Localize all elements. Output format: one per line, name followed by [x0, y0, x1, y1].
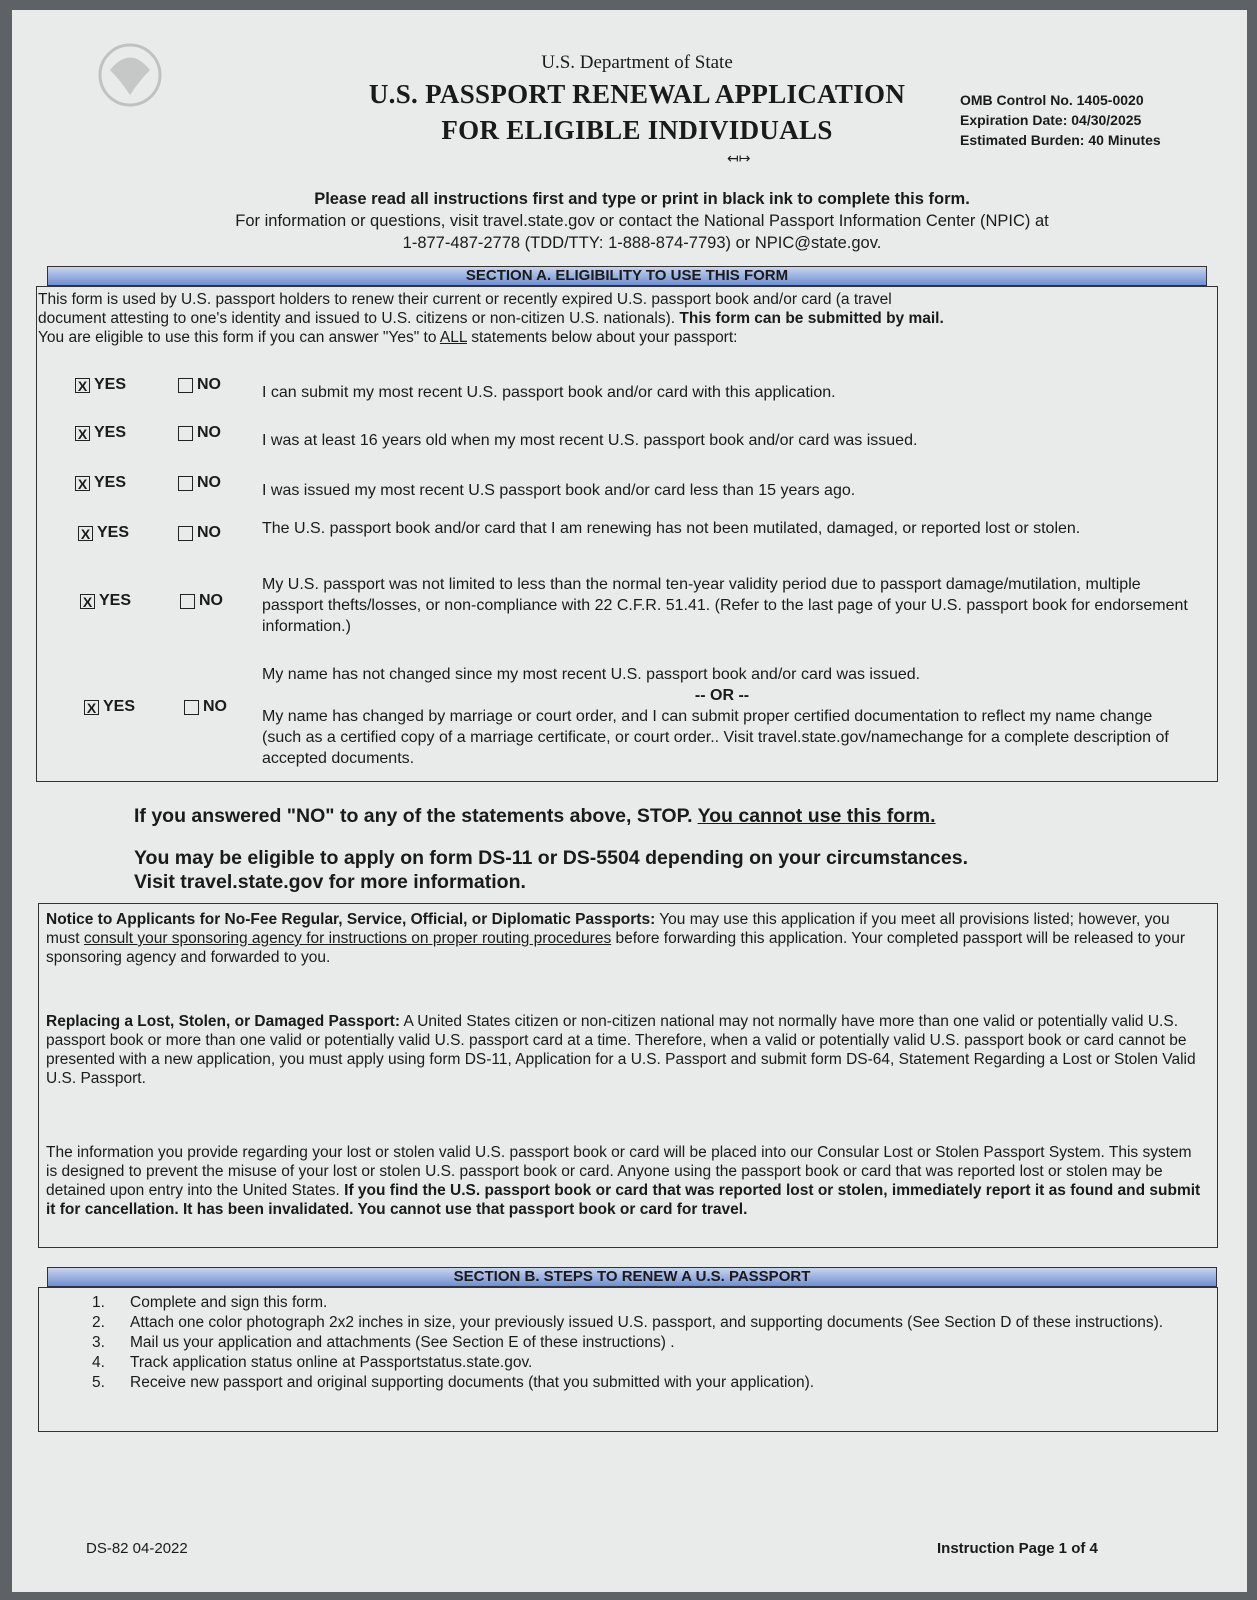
expiration-date: Expiration Date: 04/30/2025: [960, 112, 1142, 128]
intro-line3-all: ALL: [439, 329, 467, 346]
yes-checkbox[interactable]: X: [75, 426, 90, 441]
form-number: DS-82 04-2022: [86, 1540, 188, 1557]
intro-line1: Please read all instructions first and type or print in black ink to complete this form.: [314, 190, 970, 208]
step-number: 2.: [92, 1314, 105, 1331]
lost-text: A United States citizen or non-citizen national may not normally have more than one valid or potentially valid U.S. passport book or more than one valid or potentially valid U.S. passport card at a time. Therefore, when a valid or potentially valid U.S. passport book or card cannot be presented with a new application, you must apply using form DS-11, Application for a U.S. Passport and submit form DS-64, Statement Regarding a Lost or Stolen Valid U.S. Passport.: [46, 1013, 1196, 1087]
instructions-intro: [112, 188, 1172, 254]
nofee-notice: [46, 910, 1206, 967]
stop-text: If you answered "NO" to any of the statements above, STOP.: [134, 805, 698, 827]
yes-option[interactable]: [75, 376, 126, 394]
section-b-title: SECTION B. STEPS TO RENEW A U.S. PASSPORT: [47, 1267, 1217, 1287]
yes-label: YES: [97, 524, 130, 541]
yes-checkbox[interactable]: X: [75, 378, 90, 393]
nofee-heading: Notice to Applicants for No-Fee Regular, Service, Official, or Diplomatic Passports:: [46, 911, 656, 928]
no-option[interactable]: [178, 524, 221, 542]
yes-checkbox[interactable]: X: [78, 526, 93, 541]
no-checkbox[interactable]: [178, 476, 193, 491]
no-option[interactable]: [178, 424, 221, 442]
yes-option[interactable]: [78, 524, 129, 542]
step-text: Complete and sign this form.: [130, 1294, 328, 1311]
step-text: Receive new passport and original supporting documents (that you submitted with your application).: [130, 1374, 815, 1391]
no-label: NO: [203, 698, 227, 715]
section-a-intro: [38, 290, 1218, 347]
statement-text: I was issued my most recent U.S passport book and/or card less than 15 years ago.: [262, 482, 856, 499]
section-a-intro-line2: [38, 309, 1218, 328]
name-changed-text: My name has changed by marriage or court order, and I can submit proper certified documentation to reflect my name change (such as a certified copy of a marriage certificate, or court order.. Visit travel.state.gov/namechange for a complete description of accepted documents.: [262, 708, 1169, 767]
step-item: [92, 1373, 1170, 1393]
stop-notice-line3: Visit travel.state.gov for more information.: [134, 871, 526, 893]
intro-line3: 1-877-487-2778 (TDD/TTY: 1-888-874-7793) or NPIC@state.gov.: [402, 234, 882, 252]
section-a-title: SECTION A. ELIGIBILITY TO USE THIS FORM: [47, 266, 1207, 286]
yes-option[interactable]: [75, 474, 126, 492]
omb-info: [960, 90, 1161, 150]
stop-notice-line2: You may be eligible to apply on form DS-11 or DS-5504 depending on your circumstances.: [134, 847, 968, 869]
step-item: [92, 1353, 1170, 1373]
no-label: NO: [197, 474, 221, 491]
yes-option[interactable]: [80, 592, 131, 610]
no-label: NO: [199, 592, 223, 609]
info-bold-text: If you find the U.S. passport book or card that was reported lost or stolen, immediately report it as found and submit it for cancellation. It has been invalidated. You cannot use that passport book or card for travel.: [46, 1182, 1201, 1218]
page-indicator: Instruction Page 1 of 4: [937, 1540, 1098, 1557]
no-option[interactable]: [180, 592, 223, 610]
section-a-intro-line1: This form is used by U.S. passport holders to renew their current or recently expired U.S. passport book and/or card (a travel: [38, 291, 892, 308]
section-a-intro-line3: [38, 328, 1218, 347]
intro-line2-text: document attesting to one's identity and issued to U.S. citizens or non-citizen U.S. nationals).: [38, 310, 680, 327]
no-label: NO: [197, 376, 221, 393]
step-number: 5.: [92, 1374, 105, 1391]
stop-notice-line1: [134, 804, 936, 828]
lost-heading: Replacing a Lost, Stolen, or Damaged Passport:: [46, 1013, 400, 1030]
yes-label: YES: [94, 376, 127, 393]
nofee-text-end: before forwarding this application. Your completed passport will be released to your sponsoring agency and forwarded to you.: [46, 930, 1186, 966]
statement-text: My U.S. passport was not limited to less than the normal ten-year validity period due to passport damage/mutilation, multiple passport thefts/losses, or non-compliance with 22 C.F.R. 51.41. (Refer to the last page of your U.S. passport book for endorsement information.): [262, 576, 1188, 635]
no-option[interactable]: [178, 376, 221, 394]
no-label: NO: [197, 524, 221, 541]
no-checkbox[interactable]: [178, 426, 193, 441]
statement-text: The U.S. passport book and/or card that I am renewing has not been mutilated, damaged, or reported lost or stolen.: [262, 520, 1081, 537]
no-checkbox[interactable]: [180, 594, 195, 609]
step-item: [92, 1333, 1170, 1353]
step-item: [92, 1293, 1170, 1313]
lost-passport-notice: [46, 1012, 1206, 1088]
info-notice: [46, 1143, 1206, 1219]
centering-mark-icon: ↤↦: [727, 150, 751, 166]
yes-checkbox[interactable]: X: [75, 476, 90, 491]
estimated-burden: Estimated Burden: 40 Minutes: [960, 132, 1161, 148]
intro-line3-rest: statements below about your passport:: [466, 329, 738, 346]
yes-label: YES: [94, 474, 127, 491]
or-separator: -- OR --: [694, 687, 750, 704]
step-text: Mail us your application and attachments (See Section E of these instructions) .: [130, 1334, 675, 1351]
yes-label: YES: [99, 592, 132, 609]
no-option[interactable]: [178, 474, 221, 492]
cannot-use-text: You cannot use this form.: [697, 805, 936, 827]
statement-text: I was at least 16 years old when my most recent U.S. passport book and/or card was issued.: [262, 432, 918, 449]
yes-checkbox[interactable]: X: [84, 700, 99, 715]
intro-line2: For information or questions, visit travel.state.gov or contact the National Passport Information Center (NPIC) at: [235, 212, 1049, 230]
yes-option[interactable]: [84, 698, 135, 716]
nofee-text: You may use this application if you meet all provisions listed; however, you must: [46, 911, 1170, 947]
form-title-line1: U.S. PASSPORT RENEWAL APPLICATION: [368, 79, 906, 109]
statement-text: [262, 664, 1182, 769]
renewal-steps-list: [92, 1293, 1170, 1393]
department-name: U.S. Department of State: [541, 52, 733, 73]
no-checkbox[interactable]: [178, 526, 193, 541]
yes-option[interactable]: [75, 424, 126, 442]
step-number: 4.: [92, 1354, 105, 1371]
info-text: The information you provide regarding your lost or stolen valid U.S. passport book or card will be placed into our Consular Lost or Stolen Passport System. This system is designed to prevent the misuse of your lost or stolen U.S. passport book or card. Anyone using the passport book or card that was reported lost or stolen may be detained upon entry into the United States.: [46, 1144, 1192, 1199]
intro-line2-bold: This form can be submitted by mail.: [679, 310, 944, 327]
step-text: Attach one color photograph 2x2 inches in size, your previously issued U.S. passport, and supporting documents (See Section D of these instructions).: [130, 1314, 1164, 1331]
statement-text: I can submit my most recent U.S. passport book and/or card with this application.: [262, 384, 836, 401]
form-page: [12, 10, 1247, 1592]
yes-checkbox[interactable]: X: [80, 594, 95, 609]
step-number: 3.: [92, 1334, 105, 1351]
nofee-underlined: consult your sponsoring agency for instructions on proper routing procedures: [83, 930, 612, 947]
no-label: NO: [197, 424, 221, 441]
no-checkbox[interactable]: [184, 700, 199, 715]
form-title-line2: FOR ELIGIBLE INDIVIDUALS: [441, 115, 833, 145]
state-department-seal-icon: [90, 40, 170, 110]
intro-line3-text: You are eligible to use this form if you can answer "Yes" to: [38, 329, 440, 346]
form-header: [312, 52, 962, 148]
no-option[interactable]: [184, 698, 227, 716]
step-text: Track application status online at Passportstatus.state.gov.: [130, 1354, 533, 1371]
name-unchanged-text: My name has not changed since my most recent U.S. passport book and/or card was issued.: [262, 666, 921, 683]
omb-control-number: OMB Control No. 1405-0020: [960, 92, 1144, 108]
step-number: 1.: [92, 1294, 105, 1311]
step-item: [92, 1313, 1170, 1333]
yes-label: YES: [94, 424, 127, 441]
no-checkbox[interactable]: [178, 378, 193, 393]
yes-label: YES: [103, 698, 136, 715]
